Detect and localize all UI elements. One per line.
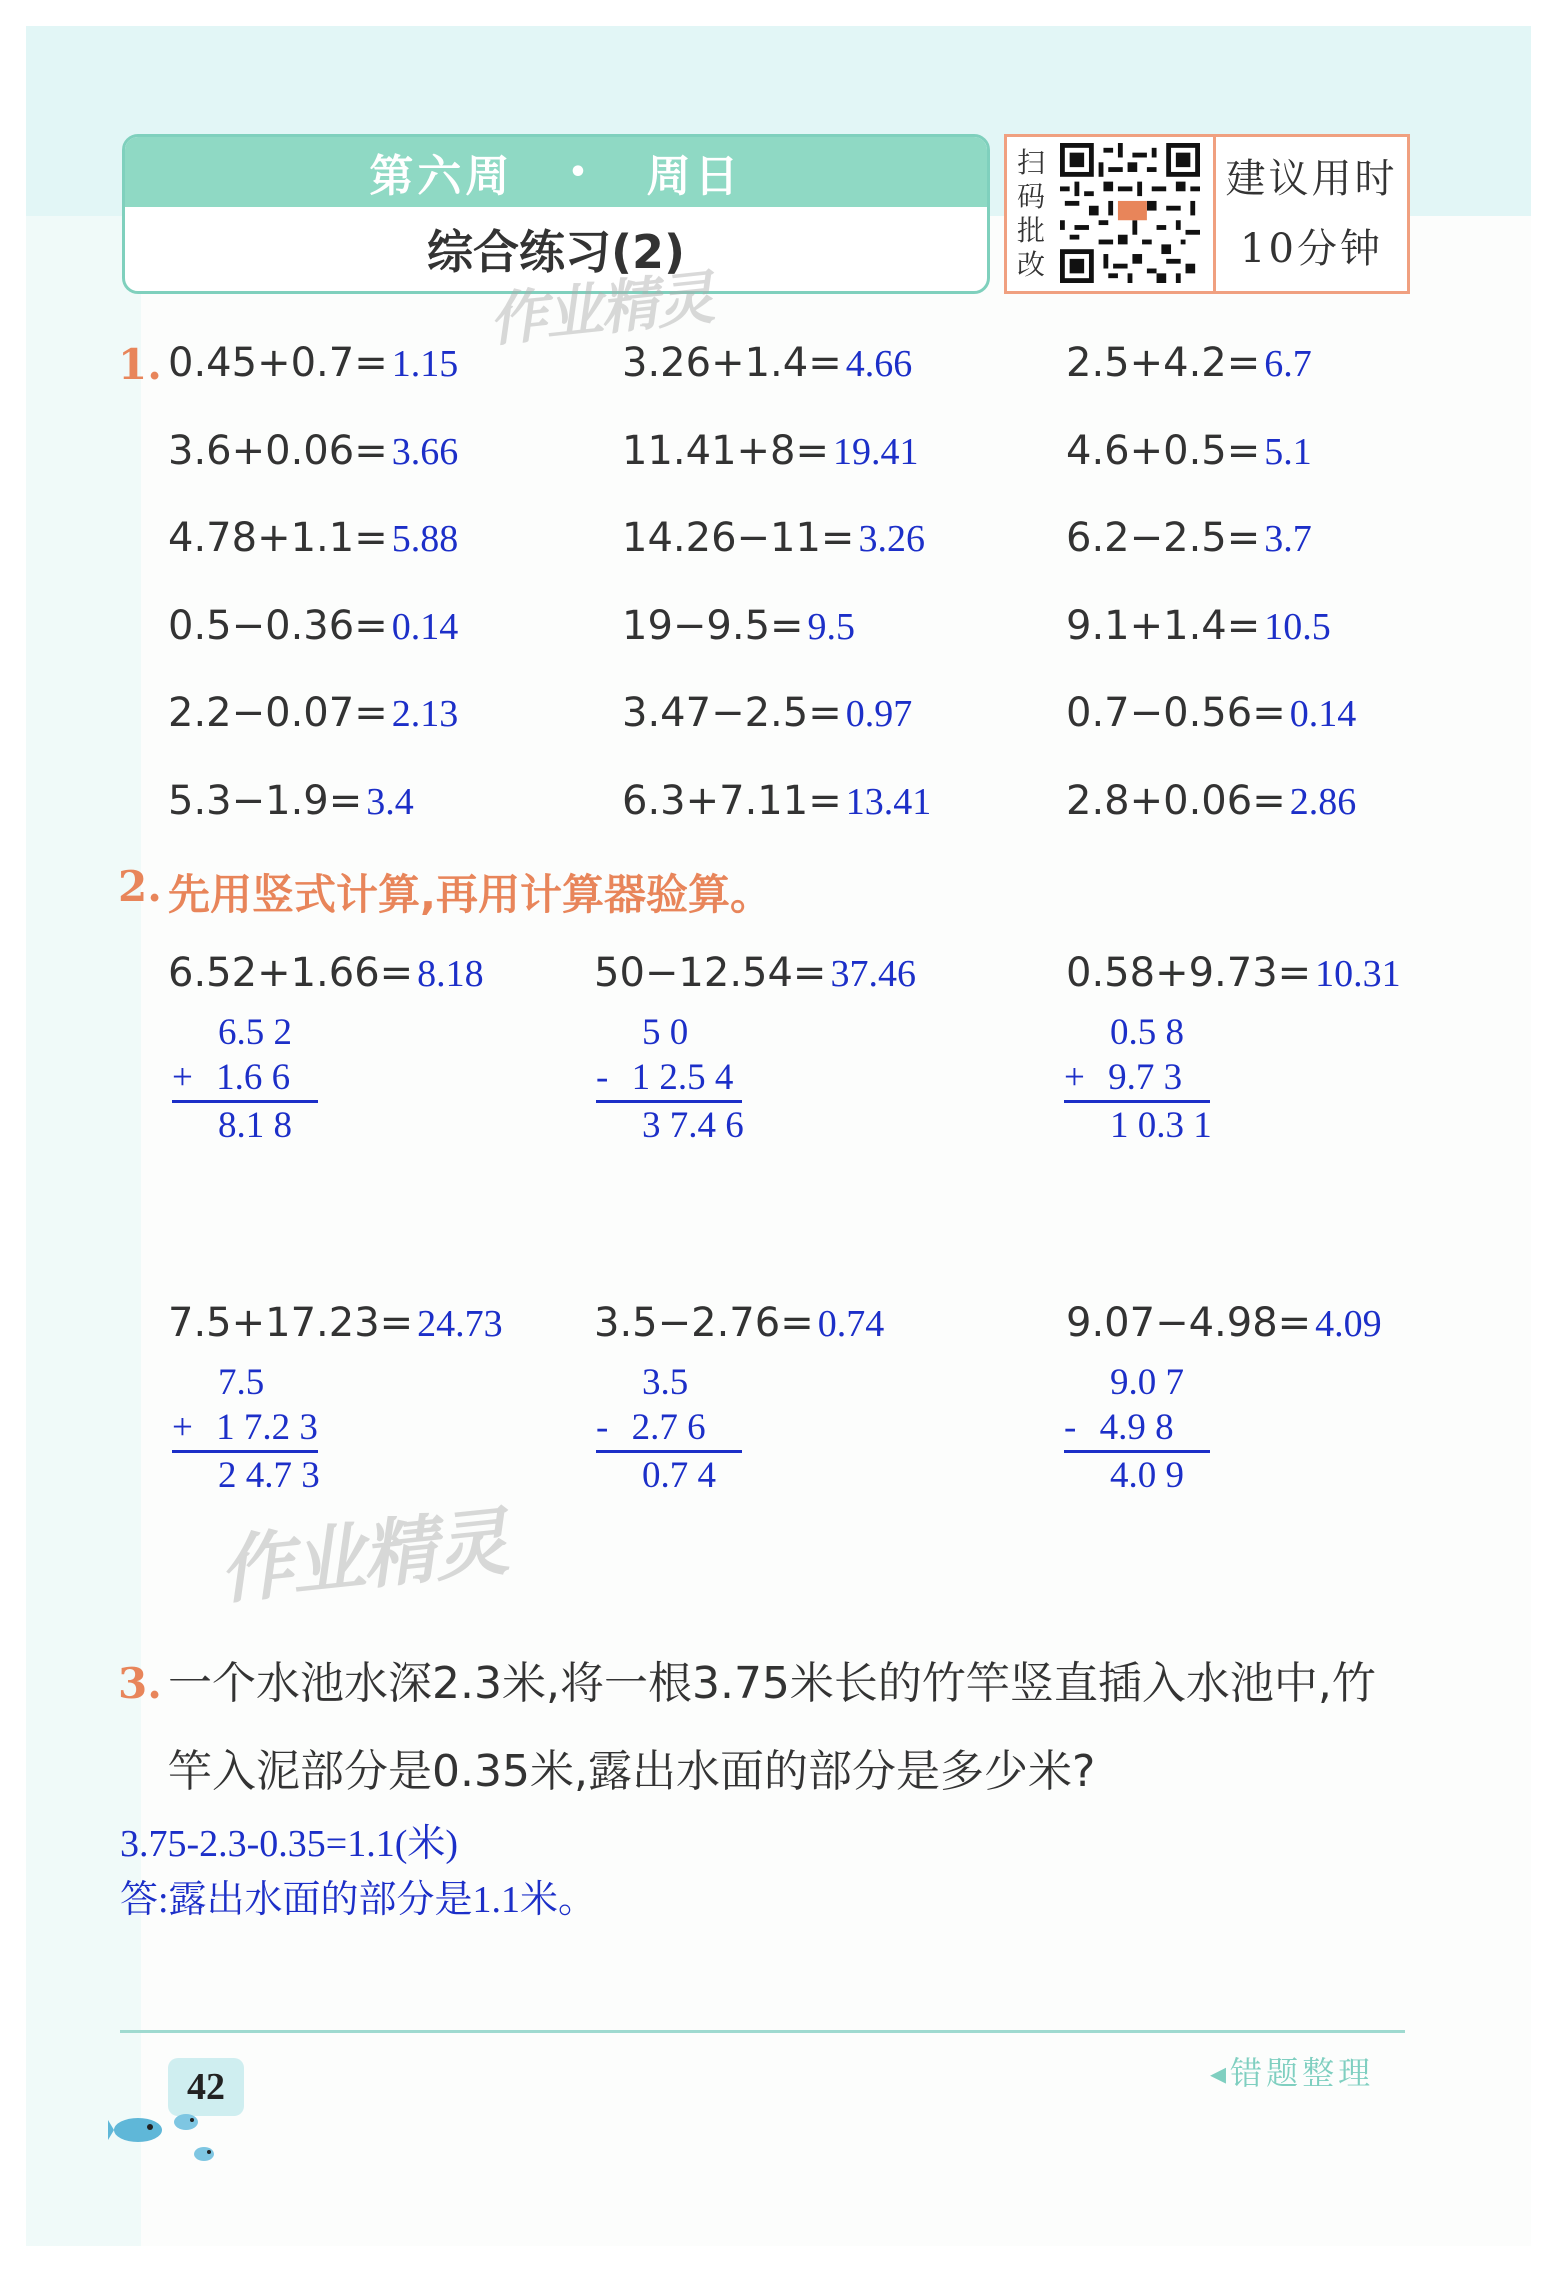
vertical-result: 1 0.3 1 — [1064, 1100, 1210, 1148]
q1-expression: 3.26+1.4= — [622, 340, 842, 386]
q1-answer: 6.7 — [1264, 343, 1312, 385]
q1-expression: 3.47−2.5= — [622, 690, 842, 736]
q1-equation — [622, 690, 912, 736]
vertical-operator: - — [1064, 1407, 1077, 1448]
q1-expression: 5.3−1.9= — [168, 777, 363, 824]
q2-equation — [594, 950, 916, 996]
q1-expression: 6.3+7.11= — [622, 777, 842, 824]
q1-expression: 9.1+1.4= — [1066, 602, 1261, 649]
page-title: 综合练习(2) — [426, 225, 686, 279]
vertical-top-operand: 9.0 7 — [1110, 1362, 1184, 1403]
error-review-link[interactable]: ◂错题整理 — [1210, 2054, 1375, 2092]
q1-equation — [622, 603, 855, 649]
q1-equation — [168, 515, 458, 561]
q1-expression: 3.6+0.06= — [168, 427, 388, 474]
fish-icon — [108, 2108, 228, 2178]
vertical-top-operand: 7.5 — [218, 1362, 265, 1403]
q1-answer: 3.7 — [1264, 518, 1312, 560]
q1-answer: 13.41 — [845, 780, 932, 823]
q1-answer: 0.14 — [1289, 693, 1357, 735]
vertical-bottom-operand: 1.6 6 — [216, 1057, 291, 1098]
vertical-bottom-operand: 2.7 6 — [631, 1407, 706, 1448]
vertical-calculation — [596, 1010, 742, 1148]
q2-expression: 0.58+9.73= — [1066, 950, 1312, 996]
vertical-result: 0.7 4 — [596, 1450, 742, 1498]
q1-equation — [622, 428, 919, 474]
qr-label: 扫 码 批 改 — [1016, 146, 1045, 281]
question-3-answer: 答:露出水面的部分是1.1米。 — [120, 1879, 597, 1921]
suggested-time-value: 10分钟 — [1240, 226, 1383, 272]
page-number: 42 — [168, 2058, 244, 2116]
q2-equation — [1066, 1300, 1382, 1346]
q2-answer: 8.18 — [417, 953, 484, 995]
q2-equation — [168, 950, 484, 996]
question-2-title: 先用竖式计算,再用计算器验算。 — [168, 870, 772, 919]
vertical-bottom-operand: 9.7 3 — [1108, 1057, 1183, 1098]
q1-expression: 4.78+1.1= — [168, 515, 388, 561]
footer-divider — [120, 2030, 1405, 2033]
vertical-second-line — [596, 1405, 742, 1450]
vertical-second-line — [596, 1055, 742, 1100]
q1-expression: 0.45+0.7= — [168, 340, 388, 386]
q1-answer: 0.14 — [391, 605, 459, 648]
q2-answer: 0.74 — [817, 1303, 885, 1345]
vertical-top-operand: 3.5 — [642, 1362, 689, 1403]
vertical-bottom-operand: 1 2.5 4 — [631, 1057, 734, 1098]
q1-expression: 2.5+4.2= — [1066, 340, 1261, 386]
q1-answer: 1.15 — [391, 343, 459, 385]
vertical-calculation — [172, 1010, 318, 1148]
vertical-calculation — [1064, 1010, 1210, 1148]
q1-answer: 2.13 — [391, 693, 459, 735]
q1-equation — [1066, 340, 1312, 386]
q1-equation — [1066, 515, 1312, 561]
q1-answer: 19.41 — [833, 430, 919, 473]
q1-equation — [1066, 603, 1331, 649]
vertical-result: 3 7.4 6 — [596, 1100, 742, 1148]
q2-equation — [1066, 950, 1401, 996]
q1-answer: 10.5 — [1264, 605, 1331, 648]
question-1-number: 1. — [118, 340, 162, 389]
vertical-top-operand: 5 0 — [642, 1012, 689, 1053]
q1-answer: 3.26 — [858, 518, 925, 560]
q2-equation — [594, 1300, 884, 1346]
q1-equation — [1066, 778, 1356, 824]
q1-expression: 6.2−2.5= — [1066, 515, 1261, 561]
q1-equation — [622, 340, 912, 386]
q2-expression: 6.52+1.66= — [168, 950, 414, 996]
q2-expression: 9.07−4.98= — [1066, 1300, 1312, 1346]
vertical-second-line — [172, 1405, 318, 1450]
q1-expression: 14.26−11= — [622, 515, 855, 561]
vertical-operator: + — [172, 1407, 193, 1448]
q2-expression: 7.5+17.23= — [168, 1300, 414, 1346]
q2-expression: 50−12.54= — [594, 950, 827, 996]
q1-equation — [168, 778, 414, 824]
day-label: 周日 — [646, 151, 743, 202]
qr-code-icon[interactable] — [1055, 143, 1205, 283]
q1-equation — [622, 515, 925, 561]
vertical-second-line — [1064, 1055, 1210, 1100]
q2-answer: 37.46 — [830, 953, 916, 995]
q1-equation — [168, 690, 458, 736]
q1-expression: 11.41+8= — [622, 427, 829, 474]
q1-answer: 3.4 — [366, 780, 414, 823]
q1-answer: 3.66 — [391, 430, 459, 473]
vertical-calculation — [596, 1360, 742, 1498]
vertical-result: 4.0 9 — [1064, 1450, 1210, 1498]
vertical-top-operand: 6.5 2 — [218, 1012, 292, 1053]
q1-equation — [1066, 690, 1356, 736]
vertical-bottom-operand: 4.9 8 — [1099, 1407, 1174, 1448]
q1-answer: 5.1 — [1264, 430, 1312, 473]
q1-expression: 19−9.5= — [622, 602, 804, 649]
q1-expression: 0.7−0.56= — [1066, 690, 1286, 736]
vertical-result: 8.1 8 — [172, 1100, 318, 1148]
vertical-operator: - — [596, 1057, 609, 1098]
q1-expression: 2.2−0.07= — [168, 690, 388, 736]
suggested-time-label: 建议用时 — [1225, 156, 1398, 202]
q2-answer: 10.31 — [1315, 953, 1401, 995]
vertical-calculation — [1064, 1360, 1210, 1498]
vertical-operator: + — [1064, 1057, 1085, 1098]
q2-answer: 24.73 — [417, 1303, 503, 1345]
vertical-second-line — [1064, 1405, 1210, 1450]
q1-equation — [168, 603, 458, 649]
q1-expression: 4.6+0.5= — [1066, 427, 1261, 474]
question-2-number: 2. — [118, 862, 162, 911]
watermark: 作业精灵 — [214, 1499, 511, 1615]
vertical-operator: - — [596, 1407, 609, 1448]
vertical-calculation — [172, 1360, 318, 1498]
suggested-time — [1216, 137, 1407, 291]
q2-answer: 4.09 — [1315, 1303, 1382, 1345]
week-label: 第六周 — [369, 151, 514, 202]
vertical-operator: + — [172, 1057, 193, 1098]
vertical-bottom-operand: 1 7.2 3 — [216, 1407, 318, 1448]
q1-answer: 0.97 — [845, 693, 913, 735]
q1-equation — [622, 778, 931, 824]
q1-expression: 0.5−0.36= — [168, 602, 388, 649]
watermark: 作业精灵 — [485, 263, 716, 355]
question-3-number: 3. — [118, 1659, 162, 1708]
q1-equation — [168, 428, 458, 474]
q2-equation — [168, 1300, 503, 1346]
q2-expression: 3.5−2.76= — [594, 1300, 814, 1346]
q1-answer: 4.66 — [845, 343, 913, 385]
vertical-second-line — [172, 1055, 318, 1100]
q1-answer: 5.88 — [391, 518, 459, 560]
qr-panel — [1004, 134, 1410, 294]
page-margin-left — [26, 216, 141, 2246]
q1-expression: 2.8+0.06= — [1066, 777, 1286, 824]
q1-equation — [1066, 428, 1312, 474]
vertical-result: 2 4.7 3 — [172, 1450, 318, 1498]
title-separator: • — [568, 154, 592, 190]
q1-answer: 9.5 — [807, 605, 856, 648]
question-3-text: 一个水池水深2.3米,将一根3.75米长的竹竿竖直插入水池中,竹竿入泥部分是0.35米,露出水面的部分是多少米? — [168, 1658, 1376, 1797]
q1-equation — [168, 340, 458, 386]
question-3-work: 3.75-2.3-0.35=1.1(米) — [120, 1823, 459, 1865]
q1-answer: 2.86 — [1289, 780, 1357, 823]
vertical-top-operand: 0.5 8 — [1110, 1012, 1184, 1053]
title-week-bar — [125, 137, 987, 207]
